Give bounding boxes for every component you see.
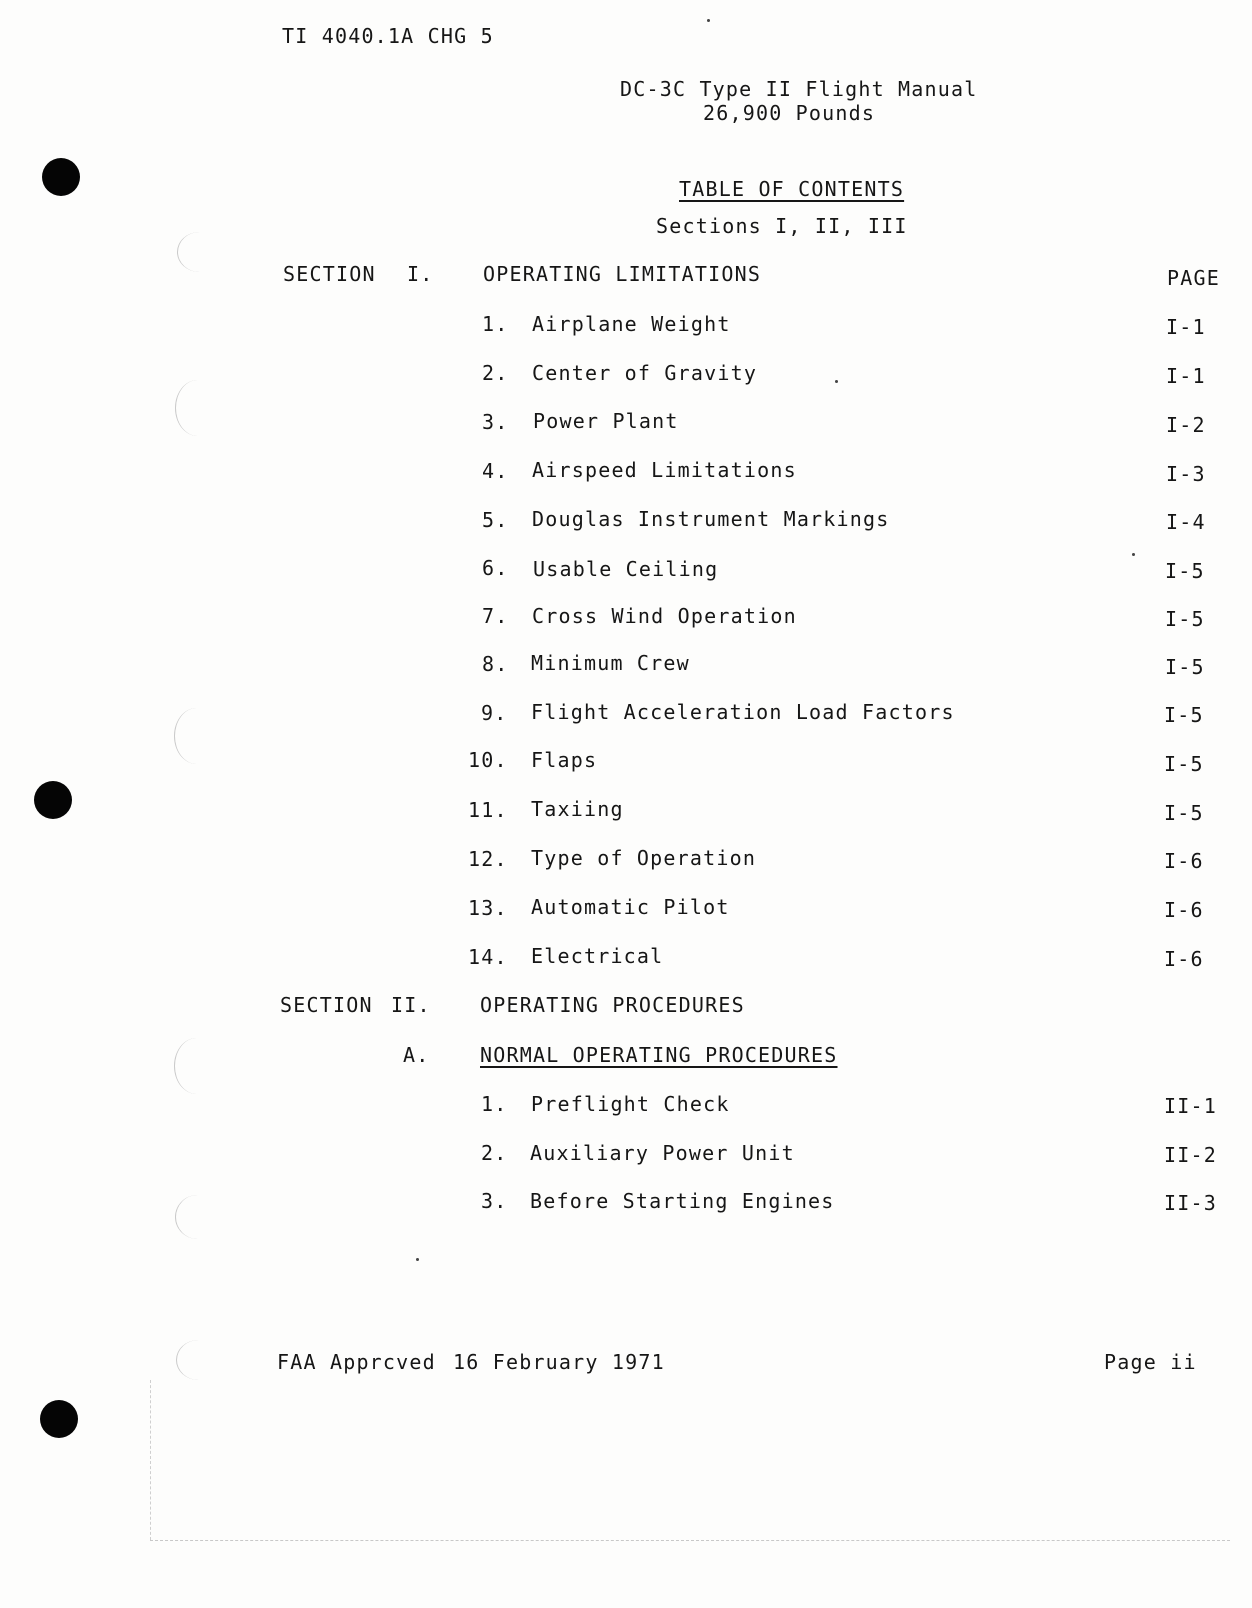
manual-weight: 26,900 Pounds xyxy=(703,101,876,125)
toc-item-title: Before Starting Engines xyxy=(530,1189,835,1213)
toc-item-number: 11. xyxy=(468,798,508,822)
toc-item-page: I-5 xyxy=(1164,752,1204,776)
subsection-title: NORMAL OPERATING PROCEDURES xyxy=(480,1043,838,1067)
toc-item-number: 12. xyxy=(468,847,508,871)
toc-item-page: II-3 xyxy=(1164,1191,1217,1215)
binder-ring-mark xyxy=(175,1195,220,1239)
binder-ring-mark xyxy=(174,1038,219,1094)
toc-item-number: 6. xyxy=(482,556,509,580)
toc-item-title: Type of Operation xyxy=(531,846,757,870)
toc-item-number: 4. xyxy=(482,459,509,483)
toc-item-page: I-3 xyxy=(1166,462,1206,486)
toc-item-title: Center of Gravity xyxy=(532,361,758,385)
toc-item-number: 10. xyxy=(468,748,508,772)
toc-item-page: I-1 xyxy=(1166,315,1206,339)
speck xyxy=(1132,553,1135,556)
punch-hole-bottom xyxy=(40,1400,78,1438)
toc-item-title: Airspeed Limitations xyxy=(532,458,797,482)
toc-item-page: I-5 xyxy=(1165,559,1205,583)
toc-item-page: I-1 xyxy=(1166,364,1206,388)
toc-item-number: 8. xyxy=(482,652,509,676)
page-edge-line xyxy=(150,1540,1230,1541)
toc-item-title: Power Plant xyxy=(533,409,679,433)
section-label: SECTION xyxy=(280,993,373,1017)
binder-ring-mark xyxy=(177,232,222,272)
toc-item-number: 14. xyxy=(468,945,508,969)
speck xyxy=(707,19,710,22)
punch-hole-middle xyxy=(34,781,72,819)
toc-item-title: Electrical xyxy=(531,944,664,968)
toc-item-page: I-6 xyxy=(1164,947,1204,971)
toc-item-number: 9. xyxy=(481,701,508,725)
toc-item-page: I-5 xyxy=(1165,655,1205,679)
toc-item-number: 3. xyxy=(481,1189,508,1213)
toc-item-number: 2. xyxy=(481,1141,508,1165)
section-label: SECTION xyxy=(283,262,376,286)
section-numeral: II. xyxy=(391,993,431,1017)
toc-item-title: Flaps xyxy=(531,748,598,772)
toc-item-page: II-2 xyxy=(1164,1143,1217,1167)
toc-item-number: 5. xyxy=(482,508,509,532)
toc-item-number: 3. xyxy=(482,410,509,434)
toc-item-page: II-1 xyxy=(1164,1094,1217,1118)
toc-item-title: Airplane Weight xyxy=(532,312,731,336)
toc-item-title: Taxiing xyxy=(531,797,624,821)
footer-approval: FAA Apprcved xyxy=(277,1350,436,1374)
punch-hole-top xyxy=(42,158,80,196)
toc-item-number: 13. xyxy=(468,896,508,920)
toc-item-title: Usable Ceiling xyxy=(533,557,719,581)
toc-item-title: Preflight Check xyxy=(531,1092,730,1116)
page-column-header: PAGE xyxy=(1167,266,1220,290)
toc-item-page: I-5 xyxy=(1164,703,1204,727)
page-edge-line xyxy=(150,1380,151,1540)
toc-item-number: 1. xyxy=(482,312,509,336)
toc-item-page: I-2 xyxy=(1166,413,1206,437)
toc-item-number: 1. xyxy=(481,1092,508,1116)
toc-item-number: 7. xyxy=(482,604,509,628)
speck xyxy=(416,1258,419,1261)
footer-date: 16 February 1971 xyxy=(453,1350,665,1374)
speck xyxy=(835,380,838,383)
toc-item-number: 2. xyxy=(482,361,509,385)
toc-item-title: Minimum Crew xyxy=(531,651,690,675)
section-numeral: I. xyxy=(407,262,434,286)
subsection-letter: A. xyxy=(403,1043,430,1067)
section-title: OPERATING PROCEDURES xyxy=(480,993,745,1017)
toc-item-title: Cross Wind Operation xyxy=(532,604,797,628)
manual-title: DC-3C Type II Flight Manual xyxy=(620,77,978,101)
toc-item-page: I-4 xyxy=(1166,510,1206,534)
toc-item-title: Flight Acceleration Load Factors xyxy=(531,700,955,724)
toc-item-title: Douglas Instrument Markings xyxy=(532,507,890,531)
toc-item-title: Automatic Pilot xyxy=(531,895,730,919)
toc-title: TABLE OF CONTENTS xyxy=(679,177,905,201)
footer-page-number: Page ii xyxy=(1104,1350,1197,1374)
section-title: OPERATING LIMITATIONS xyxy=(483,262,762,286)
toc-subtitle: Sections I, II, III xyxy=(656,214,908,238)
binder-ring-mark xyxy=(174,708,219,764)
binder-ring-mark xyxy=(175,380,220,436)
toc-item-page: I-6 xyxy=(1164,898,1204,922)
toc-item-page: I-5 xyxy=(1164,801,1204,825)
binder-ring-mark xyxy=(176,1340,221,1380)
toc-item-page: I-5 xyxy=(1165,607,1205,631)
document-reference: TI 4040.1A CHG 5 xyxy=(282,24,494,48)
toc-item-page: I-6 xyxy=(1164,849,1204,873)
toc-item-title: Auxiliary Power Unit xyxy=(530,1141,795,1165)
